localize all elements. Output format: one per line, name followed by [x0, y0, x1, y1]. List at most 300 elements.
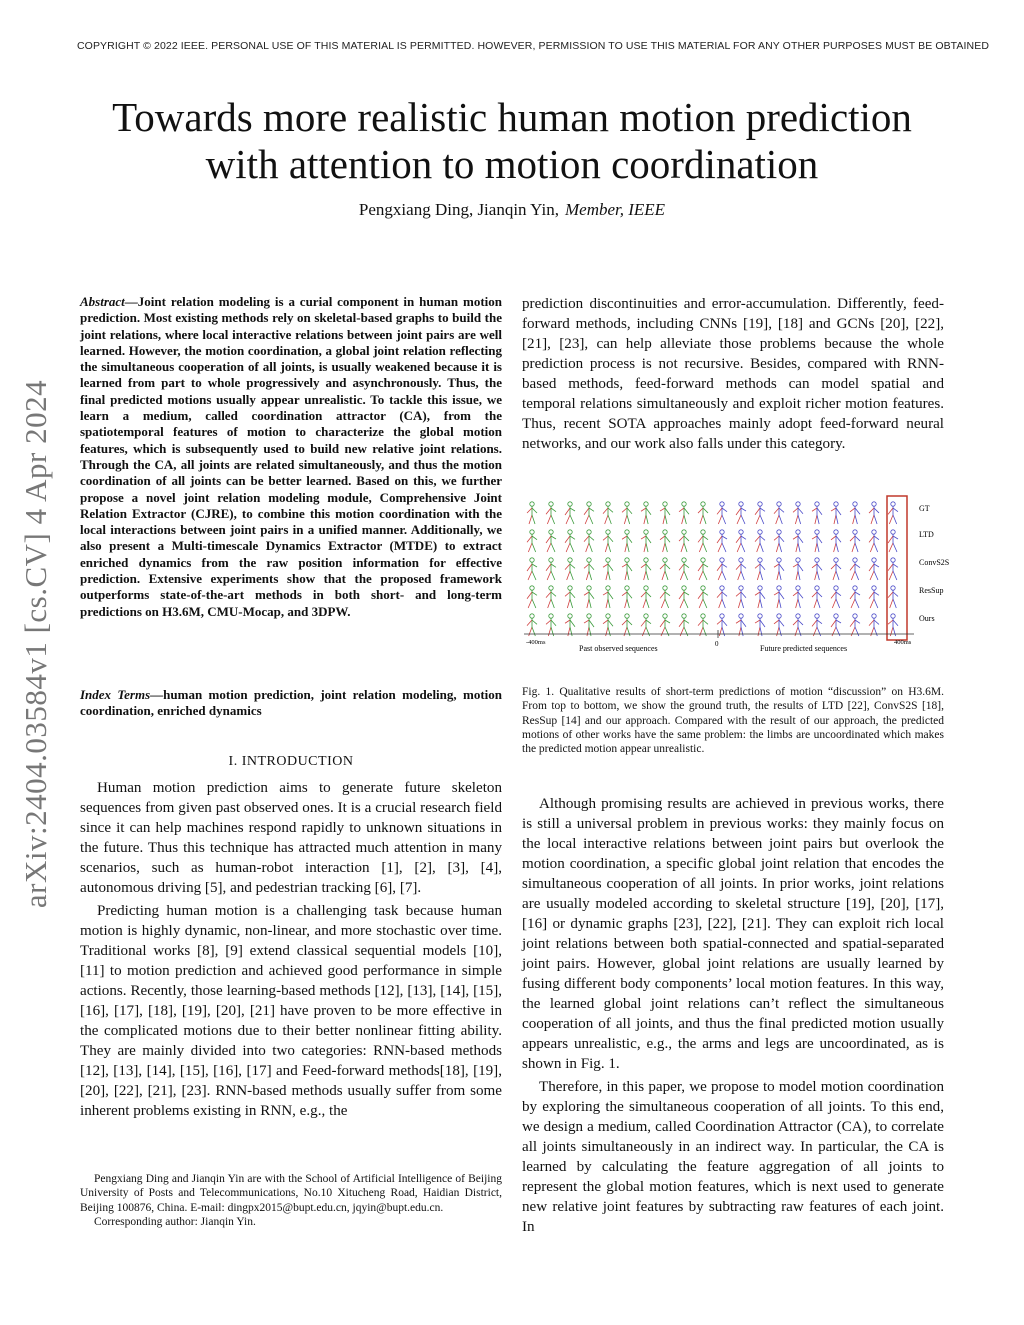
skeleton-figure — [641, 558, 651, 580]
skeleton-part — [622, 592, 627, 596]
skeleton-figure — [831, 502, 841, 524]
skeleton-part — [836, 571, 839, 580]
skeleton-part — [565, 620, 570, 623]
skeleton-part — [551, 627, 554, 636]
skeleton-figure — [527, 558, 537, 580]
skeleton-part — [760, 536, 765, 540]
skeleton-part — [549, 586, 553, 590]
skeleton-part — [817, 620, 822, 624]
skeleton-figure — [793, 530, 803, 552]
skeleton-part — [798, 599, 800, 608]
right-paragraph-2: Therefore, in this paper, we propose to model motion coordination by exploring the simultaneous cooperation of all joints. To this end, we design a medium, called Coordination Attractor (CA), to correlate all joints simultaneously in an indirect way. In particular, the CA is learned by calculating the feature aggregation of all joints to represent the global motion features, which is next used to generate new relative joint features by subtracting raw features of each joint. In — [522, 1079, 944, 1235]
skeleton-part — [758, 558, 762, 562]
skeleton-part — [760, 564, 765, 570]
skeleton-part — [741, 599, 744, 608]
skeleton-part — [850, 620, 855, 627]
skeleton-part — [587, 558, 591, 562]
timeline-end-label: 400ms — [894, 639, 912, 646]
skeleton-part — [852, 543, 855, 552]
skeleton-part — [739, 530, 743, 534]
skeleton-figure — [546, 586, 556, 608]
skeleton-part — [565, 564, 570, 570]
skeleton-part — [718, 515, 722, 524]
skeleton-part — [855, 627, 859, 636]
skeleton-part — [646, 536, 651, 543]
skeleton-part — [566, 515, 570, 524]
skeleton-part — [717, 592, 722, 598]
skeleton-part — [757, 571, 760, 580]
skeleton-part — [722, 536, 727, 539]
skeleton-part — [701, 558, 705, 562]
skeleton-figure — [869, 586, 879, 608]
skeleton-part — [661, 627, 665, 636]
skeleton-part — [851, 599, 855, 608]
skeleton-part — [663, 558, 667, 562]
skeleton-part — [622, 508, 627, 512]
skeleton-part — [551, 543, 555, 552]
skeleton-part — [777, 502, 781, 506]
skeleton-part — [532, 627, 535, 636]
skeleton-part — [646, 515, 648, 524]
skeleton-figure — [622, 502, 632, 524]
skeleton-part — [718, 571, 722, 580]
skeleton-part — [855, 571, 859, 580]
skeleton-part — [798, 564, 803, 571]
skeleton-part — [608, 508, 613, 512]
skeleton-part — [798, 508, 803, 514]
skeleton-figure — [641, 530, 651, 552]
skeleton-part — [570, 571, 573, 580]
skeleton-figure — [622, 558, 632, 580]
skeleton-part — [589, 627, 591, 636]
skeleton-part — [698, 508, 703, 513]
skeleton-part — [698, 620, 703, 626]
skeleton-part — [663, 614, 667, 618]
skeleton-part — [741, 536, 746, 539]
skeleton-part — [741, 543, 745, 552]
skeleton-figure — [888, 558, 898, 580]
skeleton-part — [812, 592, 817, 597]
skeleton-part — [528, 599, 532, 608]
skeleton-part — [872, 586, 876, 590]
skeleton-part — [853, 558, 857, 562]
skeleton-part — [722, 592, 727, 596]
skeleton-part — [644, 614, 648, 618]
skeleton-part — [665, 515, 667, 524]
skeleton-part — [587, 502, 591, 506]
skeleton-figure — [888, 530, 898, 552]
skeleton-part — [679, 536, 684, 541]
skeleton-part — [646, 620, 651, 624]
skeleton-part — [738, 599, 741, 608]
skeleton-part — [568, 614, 572, 618]
skeleton-part — [874, 508, 879, 513]
skeleton-part — [606, 558, 610, 562]
skeleton-part — [608, 543, 611, 552]
skeleton-part — [756, 515, 760, 524]
skeleton-part — [889, 515, 893, 524]
skeleton-part — [739, 627, 741, 636]
skeleton-part — [568, 502, 572, 506]
footnote-affiliation: Pengxiang Ding and Jianqin Yin are with the School of Artificial Intelligence of Beijing University of Posts and Telecommunications, No.10 Xitucheng Road, Haidian District, Beijing 100876, China. E-mail: dingpx2015@bupt.edu.cn, jqyin@bupt.edu.cn. — [80, 1173, 502, 1214]
skeleton-part — [565, 592, 570, 596]
skeleton-part — [872, 530, 876, 534]
skeleton-figure — [565, 502, 575, 524]
skeleton-part — [625, 558, 629, 562]
skeleton-part — [703, 543, 707, 552]
skeleton-part — [646, 564, 651, 570]
skeleton-part — [817, 599, 820, 608]
skeleton-part — [646, 599, 649, 608]
skeleton-part — [606, 627, 608, 636]
skeleton-part — [641, 564, 646, 568]
intro-paragraph-2: Predicting human motion is a challenging task because human motion is highly dynamic, non-linear, and more stochastic over time. Traditional works [8], [9] extend classical sequential models [10], [11] to motion prediction and achieved good performance in simple actions. Recently, those learning-based methods [12], [13], [14], [15], [16], [17], [18], [19], [20], [21] have proven to be more effective in the complicated motions due to their better nonlinear fitting ability. They are mainly divided into two categories: RNN-based methods [12], [13], [14], [15], [16], [17] and Feed-forward methods[18], [19], [20], [22], [21], [23]. RNN-based methods usually suffer from some inherent problems existing in RNN, e.g., the — [80, 903, 502, 1119]
skeleton-part — [851, 571, 855, 580]
skeleton-part — [817, 536, 822, 543]
skeleton-part — [584, 564, 589, 568]
skeleton-part — [836, 620, 841, 623]
abstract-label: Abstract — [80, 294, 125, 309]
skeleton-part — [589, 543, 592, 552]
skeleton-part — [703, 620, 708, 624]
skeleton-part — [891, 614, 895, 618]
skeleton-figure — [660, 586, 670, 608]
skeleton-figure — [793, 502, 803, 524]
skeleton-part — [893, 564, 898, 567]
skeleton-figure — [698, 586, 708, 608]
skeleton-part — [774, 536, 779, 540]
skeleton-part — [660, 564, 665, 569]
skeleton-part — [527, 508, 532, 513]
skeleton-part — [587, 586, 591, 590]
skeleton-figure — [622, 530, 632, 552]
skeleton-figure — [660, 502, 670, 524]
skeleton-part — [587, 614, 591, 618]
skeleton-part — [584, 536, 589, 542]
skeleton-part — [855, 508, 860, 514]
skeleton-part — [758, 627, 760, 636]
skeleton-figure — [850, 614, 860, 636]
skeleton-part — [585, 515, 589, 524]
skeleton-figure — [755, 530, 765, 552]
skeleton-part — [698, 564, 703, 571]
skeleton-figure — [888, 502, 898, 524]
arxiv-id: arXiv:2404.03584v1 [cs.CV] 4 Apr 2024 — [18, 379, 53, 909]
skeleton-part — [779, 627, 781, 636]
skeleton-figure — [793, 558, 803, 580]
skeleton-part — [546, 536, 551, 543]
skeleton-figure — [698, 502, 708, 524]
figure-1-caption: Fig. 1. Qualitative results of short-term predictions of motion “discussion” on H3.6M. From top to bottom, we show the ground truth, the results of LTD [22], ConvS2S [18], ResSup [14] and our approach. Compared with the result of our approach, the predicted motions of other works have the same problem: the limbs are uncoordinated which makes the predicted motion appear unrealistic. — [522, 686, 944, 756]
skeleton-part — [624, 515, 627, 524]
skeleton-part — [589, 508, 594, 511]
skeleton-part — [701, 586, 705, 590]
future-sequences-label: Future predicted sequences — [760, 644, 848, 653]
skeleton-part — [739, 558, 743, 562]
skeleton-part — [739, 502, 743, 506]
skeleton-part — [646, 543, 648, 552]
skeleton-figure — [603, 614, 613, 636]
skeleton-part — [722, 564, 727, 567]
skeleton-part — [568, 586, 572, 590]
skeleton-part — [528, 543, 532, 552]
skeleton-part — [739, 614, 743, 618]
skeleton-part — [817, 564, 822, 570]
skeleton-part — [680, 627, 684, 636]
skeleton-figure — [831, 530, 841, 552]
skeleton-part — [606, 502, 610, 506]
right-top-paragraph: prediction discontinuities and error-accumulation. Differently, feed-forward methods, including CNNs [19], [18] and GCNs [20], [22], [21], [23], can help alleviate those problems because the whole prediction process is not recursive. Besides, compared with RNN-based methods, feed-forward methods can model spatial and temporal relations simultaneously and exploit richer motion features. Thus, recent SOTA approaches mainly adopt feed-forward neural networks, and our work also falls under this category. — [522, 296, 944, 452]
skeleton-figure — [622, 614, 632, 636]
skeleton-figure — [698, 614, 708, 636]
skeleton-part — [644, 515, 646, 524]
skeleton-part — [663, 543, 665, 552]
skeleton-part — [836, 536, 841, 542]
skeleton-part — [888, 620, 893, 624]
skeleton-part — [548, 599, 551, 608]
skeleton-part — [755, 564, 760, 568]
skeleton-part — [874, 543, 878, 552]
skeleton-part — [684, 620, 689, 623]
skeleton-part — [570, 508, 575, 511]
skeleton-part — [722, 571, 726, 580]
skeleton-figure — [736, 614, 746, 636]
skeleton-part — [815, 530, 819, 534]
skeleton-part — [774, 508, 779, 514]
skeleton-part — [568, 530, 572, 534]
title-line-2: with attention to motion coordination — [205, 141, 819, 187]
index-terms-text: —human motion prediction, joint relation modeling, motion coordination, enriched dynamics — [80, 687, 502, 719]
skeleton-part — [796, 530, 800, 534]
skeleton-part — [603, 564, 608, 567]
skeleton-part — [891, 530, 895, 534]
skeleton-figure — [546, 530, 556, 552]
row-label-gt: GT — [919, 504, 930, 513]
skeleton-part — [755, 592, 760, 595]
skeleton-part — [871, 627, 874, 636]
skeleton-part — [606, 599, 608, 608]
skeleton-part — [570, 599, 573, 608]
skeleton-part — [684, 543, 687, 552]
skeleton-part — [834, 586, 838, 590]
skeleton-part — [665, 543, 667, 552]
skeleton-part — [622, 564, 627, 567]
skeleton-figure — [584, 586, 594, 608]
skeleton-part — [798, 571, 800, 580]
skeleton-figure — [774, 530, 784, 552]
skeleton-part — [855, 536, 860, 541]
skeleton-part — [741, 508, 746, 511]
skeleton-part — [644, 543, 646, 552]
skeleton-part — [853, 586, 857, 590]
skeleton-part — [565, 508, 570, 515]
skeleton-part — [566, 543, 570, 552]
skeleton-part — [874, 627, 877, 636]
skeleton-part — [679, 508, 684, 512]
skeleton-figure — [546, 558, 556, 580]
skeleton-part — [850, 508, 855, 512]
skeleton-part — [608, 599, 610, 608]
skeleton-part — [570, 515, 574, 524]
skeleton-part — [644, 558, 648, 562]
skeleton-figure — [717, 586, 727, 608]
skeleton-part — [893, 508, 898, 512]
skeleton-part — [796, 558, 800, 562]
skeleton-part — [832, 627, 836, 636]
skeleton-part — [660, 620, 665, 627]
skeleton-part — [703, 627, 706, 636]
skeleton-figure — [736, 502, 746, 524]
skeleton-figure — [755, 502, 765, 524]
skeleton-part — [893, 536, 898, 539]
skeleton-part — [549, 614, 553, 618]
skeleton-part — [532, 508, 537, 513]
skeleton-part — [606, 530, 610, 534]
skeleton-part — [722, 627, 725, 636]
skeleton-part — [815, 571, 817, 580]
skeleton-part — [684, 515, 686, 524]
skeleton-part — [798, 620, 803, 625]
skeleton-part — [779, 564, 784, 571]
skeleton-figure — [660, 530, 670, 552]
skeleton-part — [720, 502, 724, 506]
skeleton-part — [836, 627, 840, 636]
skeleton-part — [546, 620, 551, 624]
skeleton-part — [815, 586, 819, 590]
skeleton-part — [662, 571, 665, 580]
skeleton-part — [739, 586, 743, 590]
skeleton-part — [796, 599, 798, 608]
skeleton-part — [679, 592, 684, 599]
skeleton-part — [717, 536, 722, 543]
skeleton-part — [755, 508, 760, 515]
skeleton-figure — [584, 558, 594, 580]
skeleton-part — [893, 571, 897, 580]
skeleton-part — [584, 620, 589, 623]
skeleton-part — [812, 536, 817, 539]
skeleton-part — [701, 502, 705, 506]
skeleton-figure — [679, 502, 689, 524]
skeleton-part — [642, 627, 646, 636]
skeleton-part — [700, 627, 703, 636]
skeleton-part — [586, 571, 589, 580]
skeleton-part — [570, 564, 575, 568]
skeleton-part — [851, 627, 855, 636]
skeleton-part — [888, 508, 893, 514]
skeleton-figure — [717, 558, 727, 580]
skeleton-part — [855, 620, 860, 623]
skeleton-figure — [679, 558, 689, 580]
skeleton-part — [660, 536, 665, 540]
row-label-convs2s: ConvS2S — [919, 558, 950, 567]
skeleton-part — [831, 564, 836, 569]
copyright-notice: COPYRIGHT © 2022 IEEE. PERSONAL USE OF THIS MATERIAL IS PERMITTED. HOWEVER, PERMISSION TO USE THIS MATERIAL FOR ANY OTHER PURPOSES MUST BE OBTAINED — [77, 40, 990, 52]
skeleton-part — [546, 508, 551, 514]
skeleton-figure — [888, 586, 898, 608]
skeleton-part — [608, 571, 610, 580]
skeleton-part — [646, 627, 650, 636]
skeleton-part — [890, 627, 893, 636]
skeleton-part — [736, 592, 741, 596]
skeleton-part — [532, 571, 536, 580]
skeleton-figure — [774, 502, 784, 524]
skeleton-part — [774, 564, 779, 567]
skeleton-part — [760, 599, 762, 608]
skeleton-part — [682, 558, 686, 562]
skeleton-part — [798, 627, 801, 636]
skeleton-figure — [812, 586, 822, 608]
skeleton-part — [817, 571, 819, 580]
skeleton-part — [720, 530, 724, 534]
skeleton-part — [627, 620, 632, 625]
skeleton-part — [796, 614, 800, 618]
skeleton-figure — [546, 502, 556, 524]
skeleton-part — [757, 543, 760, 552]
skeleton-part — [679, 620, 684, 627]
skeleton-part — [682, 586, 686, 590]
skeleton-part — [665, 620, 670, 623]
row-label-ours: Ours — [919, 614, 935, 623]
author-role: Member, IEEE — [564, 200, 666, 219]
skeleton-part — [874, 599, 878, 608]
skeleton-part — [551, 599, 554, 608]
skeleton-part — [815, 614, 819, 618]
skeleton-part — [624, 627, 627, 636]
skeleton-part — [625, 599, 627, 608]
paper-title — [0, 94, 1024, 188]
index-terms-label: Index Terms — [80, 687, 151, 702]
skeleton-part — [893, 515, 897, 524]
skeleton-part — [777, 627, 779, 636]
skeleton-part — [608, 515, 611, 524]
skeleton-part — [850, 564, 855, 570]
skeleton-part — [777, 558, 781, 562]
skeleton-part — [833, 571, 836, 580]
skeleton-part — [813, 627, 817, 636]
skeleton-part — [760, 627, 762, 636]
skeleton-part — [777, 614, 781, 618]
skeleton-part — [758, 614, 762, 618]
skeleton-part — [774, 592, 779, 595]
skeleton-figure — [622, 586, 632, 608]
skeleton-figure — [850, 586, 860, 608]
skeleton-part — [893, 543, 897, 552]
skeleton-part — [871, 515, 874, 524]
skeleton-part — [551, 592, 556, 596]
skeleton-part — [568, 558, 572, 562]
skeleton-part — [703, 536, 708, 540]
timeline-zero-label: 0 — [715, 640, 719, 648]
skeleton-figure — [565, 614, 575, 636]
skeleton-part — [741, 564, 746, 568]
skeleton-part — [549, 502, 553, 506]
skeleton-part — [684, 571, 688, 580]
skeleton-part — [684, 508, 689, 514]
skeleton-part — [622, 536, 627, 539]
skeleton-part — [855, 564, 860, 568]
skeleton-part — [853, 502, 857, 506]
skeleton-part — [760, 515, 764, 524]
skeleton-part — [625, 530, 629, 534]
skeleton-figure — [527, 530, 537, 552]
skeleton-part — [584, 592, 589, 595]
skeleton-figure — [793, 586, 803, 608]
skeleton-part — [641, 592, 646, 597]
skeleton-part — [836, 515, 838, 524]
skeleton-part — [603, 592, 608, 595]
right-paragraph-1: Although promising results are achieved in previous works, there is still a universal problem in previous works: they mainly focus on the local interactive relations between joint pairs but overlook the motion coordination, a specific global joint relation that encodes the simultaneous cooperation of all joints. In prior works, joint relations are usually modeled according to skeletal structure [19], [20], [17], [16] or dynamic graphs [23], [22], [21]. They can exploit rich local joint relations between both spatial-connected and spatial-separated joint pairs. However, global joint relations are usually learned by fusing different body components’ local motion features. In this way, the learned global joint relations can’t reflect the simultaneous cooperation of all joints, and thus the final predicted motion usually appears unrealistic, e.g., the arms and legs are uncoordinated, as is shown in Fig. 1. — [522, 796, 944, 1072]
skeleton-part — [874, 592, 879, 595]
